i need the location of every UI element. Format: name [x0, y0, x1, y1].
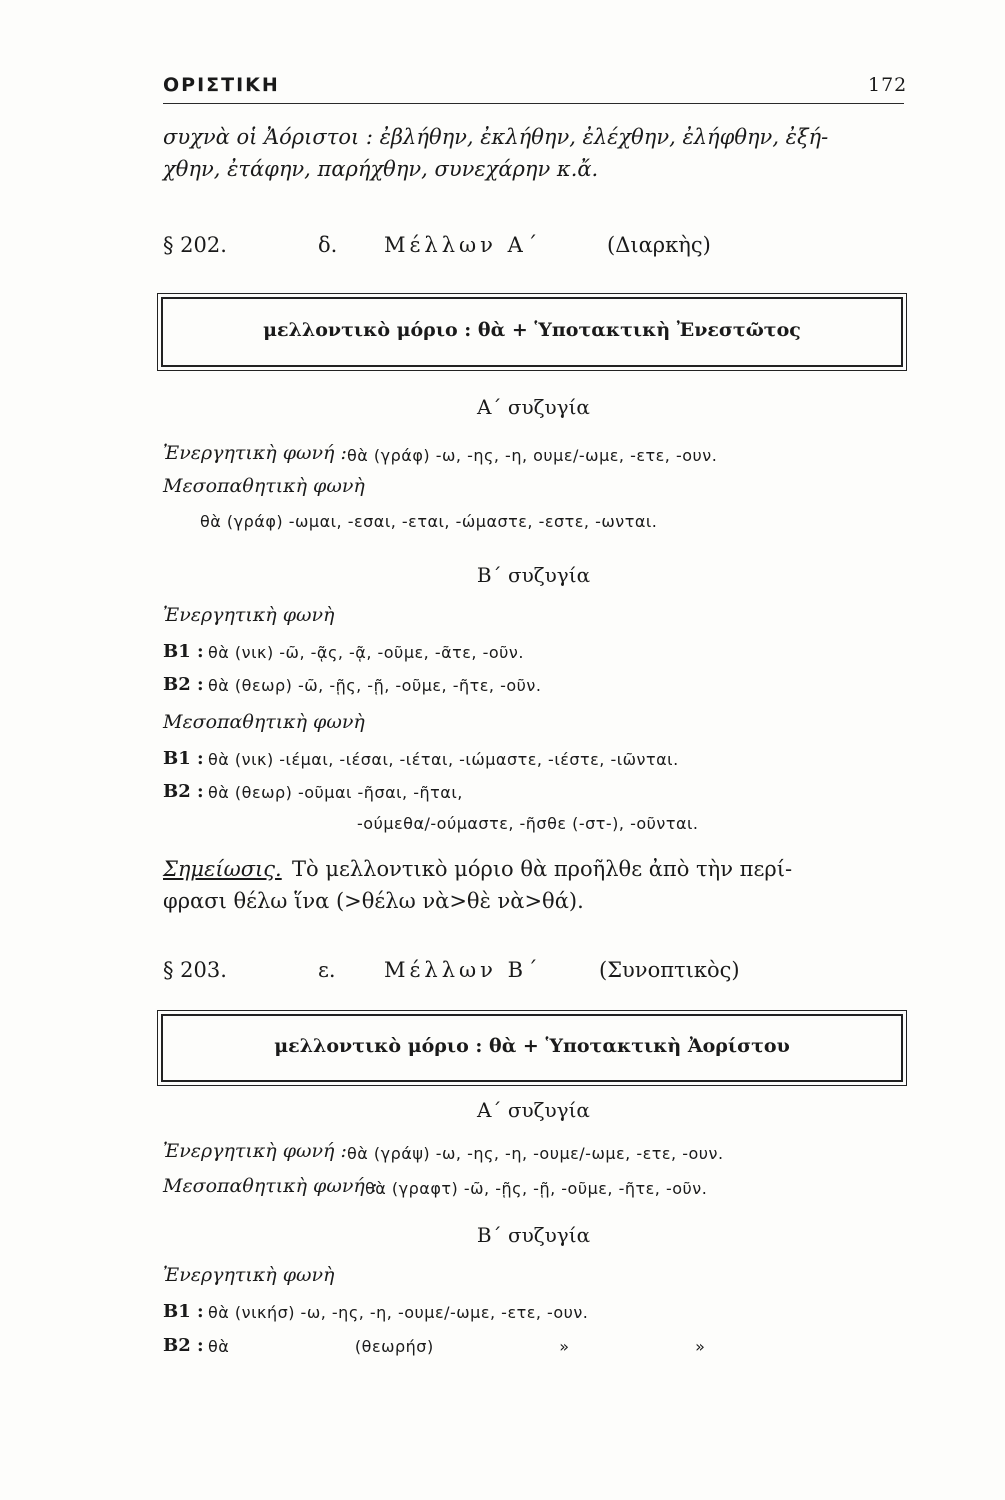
- s202-mb2-forms: θὰ (θεωρ) -οῦμαι -ῆσαι, -ῆται,: [208, 783, 463, 802]
- s202-b-medio-label: Μεσοπαθητικὴ φωνὴ: [163, 711, 365, 733]
- section-202-rule-text: μελλοντικὸ μόριο : θὰ + Ὑποτακτικὴ Ἐνεστῶτος: [263, 319, 801, 341]
- s203-a-active-forms: θὰ (γράψ) -ω, -ης, -η, -ουμε/-ωμε, -ετε, -ουν.: [347, 1144, 724, 1163]
- s203-b2-label: Β2 :: [163, 1335, 204, 1356]
- s203-a-medio-forms: θὰ (γραφτ) -ῶ, -ῇς, -ῇ, -οῦμε, -ῆτε, -οῦν.: [365, 1179, 708, 1198]
- s202-b1-forms: θὰ (νικ) -ῶ, -ᾷς, -ᾷ, -οῦμε, -ᾶτε, -οῦν.: [208, 643, 524, 662]
- section-203-conj-b-title: Β΄ συζυγία: [476, 1223, 591, 1247]
- section-203-conj-a-title: Α΄ συζυγία: [477, 1098, 590, 1122]
- s203-b1-label: Β1 :: [163, 1301, 204, 1322]
- page-number: 172: [868, 74, 908, 96]
- section-203-title: Μέλλων Β΄: [384, 958, 542, 982]
- section-202-qualifier: (Διαρκὴς): [607, 233, 711, 257]
- s203-b1-forms: θὰ (νικήσ) -ω, -ης, -η, -ουμε/-ωμε, -ετε, -ουν.: [208, 1303, 589, 1322]
- note-label: Σημείωσις.: [163, 857, 282, 881]
- intro-line-2: χθην, ἐτάφην, παρήχθην, συνεχάρην κ.ἄ.: [163, 157, 599, 181]
- s202-mb1-label: Β1 :: [163, 748, 204, 769]
- s202-b2-forms: θὰ (θεωρ) -ῶ, -ῇς, -ῇ, -οῦμε, -ῆτε, -οῦν.: [208, 676, 542, 695]
- section-203-qualifier: (Συνοπτικὸς): [599, 958, 740, 982]
- s202-a-medio-forms: θὰ (γράφ) -ωμαι, -εσαι, -εται, -ώμαστε, -εστε, -ωνται.: [200, 512, 658, 531]
- s203-b2-forms: θὰ (θεωρήσ) » »: [208, 1337, 706, 1356]
- note-line-1: Τὸ μελλοντικὸ μόριο θὰ προῆλθε ἀπὸ τὴν περί-: [292, 857, 793, 881]
- section-203-number: § 203.: [163, 958, 227, 982]
- s203-a-medio-label: Μεσοπαθητικὴ φωνή :: [163, 1175, 378, 1197]
- s202-b-active-label: Ἐνεργητικὴ φωνὴ: [163, 604, 335, 626]
- header-rule: [163, 103, 904, 104]
- section-203-rule-text: μελλοντικὸ μόριο : θὰ + Ὑποτακτικὴ Ἀορίστου: [274, 1035, 790, 1057]
- section-202-rule-box: [161, 297, 903, 367]
- section-202-conj-a-title: Α΄ συζυγία: [477, 395, 590, 419]
- running-header-title: ΟΡΙΣΤΙΚΗ: [163, 74, 280, 96]
- s202-b1-label: Β1 :: [163, 641, 204, 662]
- s203-b-active-label: Ἐνεργητικὴ φωνὴ: [163, 1264, 335, 1286]
- s202-mb2-label: Β2 :: [163, 781, 204, 802]
- s202-mb2-forms-cont: -ούμεθα/-ούμαστε, -ῆσθε (-στ-), -οῦνται.: [357, 814, 699, 833]
- s202-a-active-label: Ἐνεργητικὴ φωνή :: [163, 442, 347, 464]
- s202-a-medio-label: Μεσοπαθητικὴ φωνὴ: [163, 475, 365, 497]
- s202-b2-label: Β2 :: [163, 674, 204, 695]
- section-202-conj-b-title: Β΄ συζυγία: [476, 563, 591, 587]
- s202-a-active-forms: θὰ (γράφ) -ω, -ης, -η, ουμε/-ωμε, -ετε, -ουν.: [347, 446, 718, 465]
- intro-line-1: συχνὰ οἱ Ἀόριστοι : ἐβλήθην, ἐκλήθην, ἐλέχθην, ἐλήφθην, ἐξή-: [163, 125, 829, 149]
- section-203-letter: ε.: [318, 958, 336, 982]
- s203-a-active-label: Ἐνεργητικὴ φωνή :: [163, 1140, 347, 1162]
- section-202-letter: δ.: [318, 233, 338, 257]
- section-203-rule-box: [161, 1014, 903, 1082]
- note-line-2: φρασι θέλω ἵνα (>θέλω νὰ>θὲ νὰ>θά).: [163, 889, 584, 913]
- section-202-number: § 202.: [163, 233, 227, 257]
- s202-mb1-forms: θὰ (νικ) -ιέμαι, -ιέσαι, -ιέται, -ιώμαστε, -ιέστε, -ιῶνται.: [208, 750, 679, 769]
- section-202-title: Μέλλων Α΄: [384, 233, 542, 257]
